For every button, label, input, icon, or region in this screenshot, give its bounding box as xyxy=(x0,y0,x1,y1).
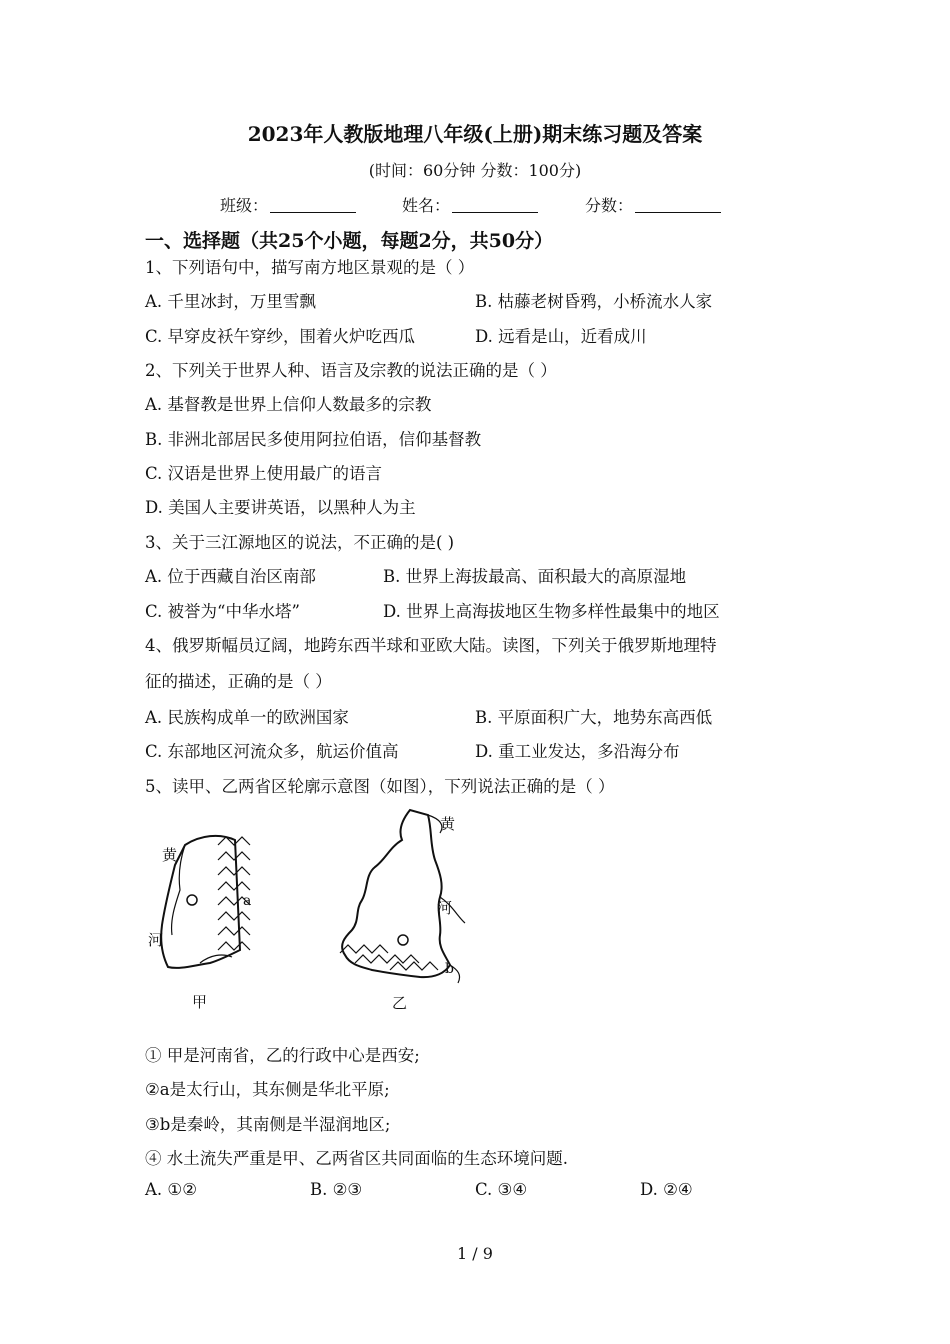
q3-option-c: C. 被誉为“中华水塔” xyxy=(145,602,300,621)
q5-stem: 5、读甲、乙两省区轮廓示意图（如图），下列说法正确的是（ ） xyxy=(145,777,615,796)
province-outline-figure xyxy=(140,805,480,1015)
class-field xyxy=(220,193,356,216)
name-label: 姓名： xyxy=(402,196,451,215)
yi-label-huang: 黄 xyxy=(440,815,456,833)
jia-label-a: a xyxy=(243,893,252,909)
q4-option-c: C. 东部地区河流众多，航运价值高 xyxy=(145,742,399,761)
q5-statement-2: ②a是太行山，其东侧是华北平原; xyxy=(145,1080,390,1099)
q4-stem-line1: 4、俄罗斯幅员辽阔，地跨东西半球和亚欧大陆。读图，下列关于俄罗斯地理特 xyxy=(145,636,717,655)
section-heading: 一、选择题（共25个小题，每题2分，共50分） xyxy=(145,230,554,252)
q3-option-b: B. 世界上海拔最高、面积最大的高原湿地 xyxy=(383,567,687,586)
q5-statement-4: ④ 水土流失严重是甲、乙两省区共同面临的生态环境问题. xyxy=(145,1149,568,1168)
capital-yi xyxy=(398,935,408,945)
q2-option-b: B. 非洲北部居民多使用阿拉伯语，信仰基督教 xyxy=(145,430,482,449)
q5-option-b: B. ②③ xyxy=(310,1180,363,1199)
page-title: 2023年人教版地理八年级(上册)期末练习题及答案 xyxy=(247,122,703,146)
q4-option-d: D. 重工业发达，多沿海分布 xyxy=(475,742,680,761)
name-field xyxy=(402,193,538,216)
province-yi-outline xyxy=(342,810,453,977)
q2-stem: 2、下列关于世界人种、语言及宗教的说法正确的是（ ） xyxy=(145,361,557,380)
q1-option-c: C. 早穿皮袄午穿纱，围着火炉吃西瓜 xyxy=(145,327,416,346)
q4-option-b: B. 平原面积广大，地势东高西低 xyxy=(475,708,713,727)
q3-stem: 3、关于三江源地区的说法，不正确的是( ) xyxy=(145,533,455,552)
class-label: 班级： xyxy=(220,196,269,215)
q5-statement-3: ③b是秦岭，其南侧是半湿润地区; xyxy=(145,1115,391,1134)
jia-name: 甲 xyxy=(192,993,208,1011)
score-field xyxy=(585,193,721,216)
q4-option-a: A. 民族构成单一的欧洲国家 xyxy=(145,708,349,727)
mountain-range-b xyxy=(340,945,438,970)
yi-label-b: b xyxy=(445,961,454,977)
score-blank xyxy=(635,196,721,213)
q3-option-a: A. 位于西藏自治区南部 xyxy=(145,567,316,586)
q5-option-a: A. ①② xyxy=(145,1180,197,1199)
q1-stem: 1、下列语句中，描写南方地区景观的是（ ） xyxy=(145,258,475,277)
jia-label-he: 河 xyxy=(148,931,164,949)
class-blank xyxy=(270,196,356,213)
q5-option-d: D. ②④ xyxy=(640,1180,693,1199)
exam-time-score: (时间：60分钟 分数：100分) xyxy=(368,161,582,180)
q1-option-a: A. 千里冰封，万里雪飘 xyxy=(145,292,316,311)
q2-option-c: C. 汉语是世界上使用最广的语言 xyxy=(145,464,383,483)
yi-name: 乙 xyxy=(392,994,408,1012)
q2-option-a: A. 基督教是世界上信仰人数最多的宗教 xyxy=(145,395,432,414)
q4-stem-line2: 征的描述，正确的是（ ） xyxy=(145,672,332,691)
name-blank xyxy=(452,196,538,213)
q5-option-c: C. ③④ xyxy=(475,1180,528,1199)
q1-option-d: D. 远看是山，近看成川 xyxy=(475,327,647,346)
score-label: 分数： xyxy=(585,196,634,215)
q1-option-b: B. 枯藤老树昏鸦，小桥流水人家 xyxy=(475,292,713,311)
yi-label-he: 河 xyxy=(437,899,453,917)
capital-jia xyxy=(187,895,197,905)
page-number: 1 / 9 xyxy=(457,1244,493,1263)
q3-option-d: D. 世界上高海拔地区生物多样性最集中的地区 xyxy=(383,602,720,621)
q5-statement-1: ① 甲是河南省，乙的行政中心是西安; xyxy=(145,1046,420,1065)
q2-option-d: D. 美国人主要讲英语，以黑种人为主 xyxy=(145,498,416,517)
jia-label-huang: 黄 xyxy=(162,846,178,864)
